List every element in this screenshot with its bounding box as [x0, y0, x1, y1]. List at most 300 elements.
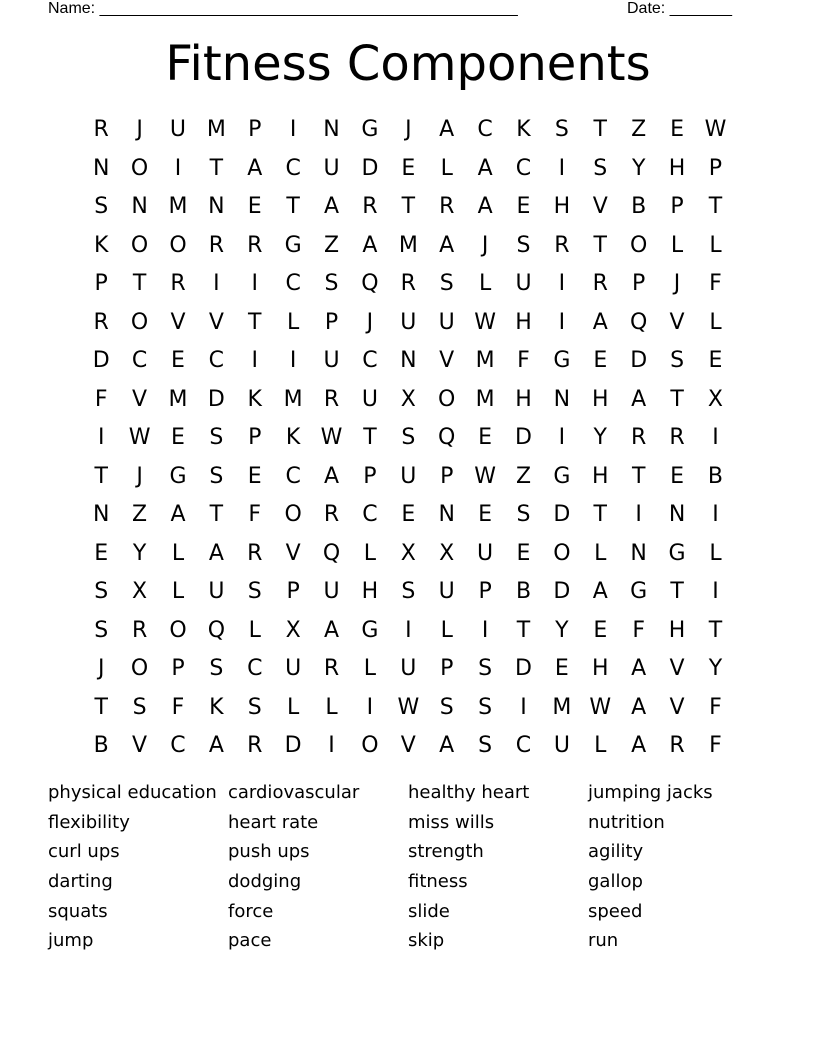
grid-letter: Y	[555, 617, 569, 643]
grid-letter: F	[171, 694, 185, 720]
grid-letter: O	[438, 386, 456, 412]
grid-letter: Y	[132, 540, 147, 566]
grid-letter: R	[439, 194, 455, 219]
grid-letter: P	[248, 425, 262, 450]
grid-letter: P	[171, 656, 185, 681]
grid-letter: C	[515, 733, 532, 758]
grid-letter: L	[709, 232, 722, 258]
grid-letter: U	[400, 463, 417, 489]
grid-letter: S	[247, 694, 262, 720]
grid-letter: O	[361, 733, 379, 758]
grid-letter: L	[363, 656, 377, 681]
word-list-item: squats	[48, 900, 108, 922]
grid-letter: H	[515, 309, 532, 335]
grid-letter: S	[247, 579, 262, 604]
grid-letter: K	[247, 386, 262, 412]
grid-letter: W	[320, 425, 343, 450]
grid-letter: A	[439, 232, 455, 258]
grid-letter: D	[553, 579, 571, 604]
grid-letter: M	[168, 386, 188, 412]
grid-letter: U	[323, 579, 340, 604]
grid-letter: S	[554, 117, 569, 142]
grid-letter: M	[283, 386, 303, 412]
grid-letter: R	[247, 733, 263, 758]
grid-letter: J	[366, 309, 374, 335]
grid-letter: S	[209, 656, 224, 681]
grid-letter: U	[400, 309, 417, 335]
grid-letter: L	[287, 694, 300, 720]
grid-letter: X	[707, 386, 723, 412]
grid-letter: E	[554, 656, 569, 681]
grid-letter: T	[286, 194, 300, 219]
grid-letter: I	[712, 425, 719, 450]
grid-letter: L	[440, 617, 453, 643]
grid-letter: A	[592, 309, 608, 335]
grid-letter: R	[208, 232, 225, 258]
grid-letter: W	[589, 694, 612, 720]
grid-letter: C	[208, 348, 225, 373]
grid-letter: U	[323, 155, 340, 181]
name-field-line: Name: _______________________________________________	[48, 0, 518, 17]
grid-letter: U	[323, 348, 340, 373]
grid-letter: A	[631, 694, 647, 720]
grid-letter: I	[289, 117, 297, 142]
grid-letter: E	[593, 348, 608, 373]
grid-letter: H	[592, 463, 609, 489]
grid-letter: R	[93, 309, 109, 335]
grid-letter: V	[208, 309, 224, 335]
grid-letter: R	[323, 386, 340, 412]
grid-letter: V	[170, 309, 186, 335]
word-list-item: speed	[588, 900, 643, 922]
grid-letter: I	[251, 271, 258, 296]
grid-letter: Q	[630, 309, 648, 335]
grid-letter: E	[247, 194, 262, 219]
grid-letter: S	[132, 694, 147, 720]
grid-letter: I	[558, 309, 566, 335]
grid-letter: H	[668, 617, 686, 643]
word-list-item: pace	[228, 930, 272, 952]
grid-letter: X	[285, 617, 301, 643]
grid-letter: R	[131, 617, 148, 643]
grid-letter: A	[208, 540, 224, 566]
grid-letter: Q	[438, 425, 456, 450]
grid-letter: Z	[132, 502, 148, 527]
grid-letter: F	[709, 271, 722, 296]
grid-letter: I	[251, 348, 258, 373]
grid-letter: D	[515, 656, 532, 681]
grid-letter: T	[94, 463, 108, 489]
word-list-item: agility	[588, 841, 644, 863]
word-list	[48, 778, 768, 956]
grid-letter: H	[361, 579, 379, 604]
grid-letter: I	[405, 617, 412, 643]
grid-letter: X	[400, 540, 416, 566]
grid-letter: N	[630, 540, 647, 566]
grid-letter: E	[516, 540, 531, 566]
grid-letter: L	[248, 617, 261, 643]
word-list-item: curl ups	[48, 841, 120, 863]
grid-letter: S	[670, 348, 685, 373]
grid-letter: E	[171, 348, 185, 373]
grid-letter: I	[174, 155, 182, 181]
grid-letter: P	[248, 117, 262, 142]
word-list-item: cardiovascular	[228, 782, 360, 803]
grid-letter: W	[704, 117, 727, 142]
grid-letter: L	[709, 540, 722, 566]
grid-letter: N	[92, 502, 110, 527]
grid-letter: B	[631, 194, 647, 219]
grid-letter: S	[401, 579, 416, 604]
grid-letter: C	[285, 155, 301, 181]
grid-letter: I	[558, 271, 566, 296]
grid-letter: A	[362, 232, 378, 258]
grid-letter: C	[170, 733, 186, 758]
grid-letter: R	[323, 502, 340, 527]
grid-letter: M	[475, 348, 495, 373]
grid-letter: I	[558, 425, 566, 450]
grid-letter: P	[286, 579, 300, 604]
grid-letter: K	[516, 117, 531, 142]
grid-letter: A	[477, 155, 493, 181]
grid-letter: V	[592, 194, 608, 219]
grid-letter: S	[439, 694, 454, 720]
grid-letter: C	[362, 348, 378, 373]
grid-letter: E	[708, 348, 723, 373]
grid-letter: P	[324, 309, 339, 335]
grid-letter: S	[478, 694, 493, 720]
grid-letter: T	[363, 425, 377, 450]
grid-letter: W	[397, 694, 420, 720]
grid-letter: C	[285, 271, 301, 296]
grid-letter: L	[171, 579, 185, 604]
grid-letter: N	[668, 502, 686, 527]
grid-letter: O	[130, 656, 149, 681]
grid-letter: A	[170, 502, 186, 527]
grid-letter: C	[131, 348, 148, 373]
grid-letter: U	[400, 656, 417, 681]
grid-letter: F	[709, 694, 722, 720]
grid-letter: I	[328, 733, 335, 758]
grid-letter: P	[670, 194, 684, 219]
grid-letter: A	[439, 117, 455, 142]
grid-letter: M	[475, 386, 495, 412]
grid-letter: N	[400, 348, 417, 373]
grid-letter: R	[247, 232, 263, 258]
grid-letter: P	[94, 271, 108, 296]
grid-letter: H	[553, 194, 571, 219]
grid-letter: M	[398, 232, 418, 258]
grid-letter: T	[708, 617, 723, 643]
grid-letter: A	[477, 194, 493, 219]
grid-letter: E	[478, 425, 493, 450]
grid-letter: C	[285, 463, 301, 489]
grid-letter: J	[136, 463, 143, 489]
grid-letter: O	[553, 540, 571, 566]
grid-letter: W	[474, 309, 496, 335]
grid-letter: N	[323, 117, 340, 142]
word-list-item: force	[228, 900, 274, 922]
grid-letter: S	[593, 155, 608, 181]
grid-letter: T	[94, 694, 108, 720]
grid-letter: E	[247, 463, 262, 489]
grid-letter: L	[363, 540, 377, 566]
grid-letter: C	[247, 656, 263, 681]
grid-letter: E	[516, 194, 531, 219]
grid-letter: O	[130, 232, 149, 258]
grid-letter: O	[169, 232, 187, 258]
grid-letter: D	[92, 348, 110, 373]
grid-letter: J	[673, 271, 681, 296]
grid-letter: O	[130, 155, 149, 181]
grid-letter: U	[515, 271, 532, 296]
grid-letter: W	[128, 425, 151, 450]
grid-letter: B	[93, 733, 109, 758]
grid-letter: T	[516, 617, 531, 643]
grid-letter: T	[132, 271, 147, 296]
grid-letter: G	[553, 463, 571, 489]
word-list-item: jumping jacks	[588, 782, 713, 803]
grid-letter: I	[213, 271, 220, 296]
grid-letter: A	[247, 155, 263, 181]
grid-letter: I	[712, 579, 719, 604]
grid-letter: I	[635, 502, 642, 527]
grid-letter: A	[324, 463, 340, 489]
grid-letter: J	[97, 656, 105, 681]
grid-letter: Q	[322, 540, 341, 566]
word-list-item: flexibility	[48, 811, 130, 833]
grid-letter: G	[553, 348, 571, 373]
grid-letter: P	[632, 271, 646, 296]
grid-letter: J	[405, 117, 412, 142]
grid-letter: G	[169, 463, 187, 489]
grid-letter: C	[477, 117, 493, 142]
grid-letter: R	[554, 232, 570, 258]
grid-letter: E	[593, 617, 608, 643]
grid-letter: S	[324, 271, 339, 296]
grid-letter: V	[285, 540, 301, 566]
grid-letter: V	[400, 733, 416, 758]
word-list-item: run	[588, 930, 619, 952]
grid-letter: L	[440, 155, 453, 181]
word-list-item: miss wills	[408, 811, 495, 833]
grid-letter: T	[708, 194, 723, 219]
word-list-item: nutrition	[588, 811, 665, 833]
grid-letter: F	[709, 733, 722, 758]
grid-letter: V	[132, 733, 148, 758]
grid-letter: T	[670, 386, 684, 412]
grid-letter: G	[668, 540, 686, 566]
grid-letter: D	[515, 425, 532, 450]
grid-letter: R	[247, 540, 263, 566]
grid-letter: I	[366, 694, 374, 720]
grid-letter: E	[670, 117, 684, 142]
grid-letter: R	[631, 425, 647, 450]
grid-letter: L	[325, 694, 338, 720]
grid-letter: D	[630, 348, 648, 373]
grid-letter: A	[631, 656, 647, 681]
grid-letter: L	[287, 309, 300, 335]
grid-letter: R	[592, 271, 608, 296]
grid-letter: N	[131, 194, 148, 219]
grid-letter: S	[209, 425, 224, 450]
grid-letter: G	[630, 579, 648, 604]
grid-letter: S	[94, 579, 109, 604]
grid-letter: S	[516, 232, 531, 258]
grid-letter: I	[712, 502, 719, 527]
grid-letter: R	[400, 271, 416, 296]
grid-letter: P	[363, 463, 377, 489]
word-list-item: gallop	[588, 871, 643, 893]
grid-letter: U	[477, 540, 494, 566]
grid-letter: T	[593, 232, 607, 258]
grid-letter: Y	[593, 425, 607, 450]
grid-letter: E	[670, 463, 684, 489]
grid-letter: P	[440, 463, 454, 489]
grid-letter: W	[474, 463, 496, 489]
grid-letter: A	[631, 386, 647, 412]
grid-letter: R	[170, 271, 186, 296]
grid-letter: R	[93, 117, 109, 142]
grid-letter: V	[669, 694, 685, 720]
grid-letter: K	[209, 694, 224, 720]
grid-letter: R	[669, 733, 685, 758]
grid-letter: P	[440, 656, 454, 681]
grid-letter: T	[593, 117, 607, 142]
grid-letter: V	[439, 348, 455, 373]
grid-letter: X	[132, 579, 148, 604]
grid-letter: Y	[631, 155, 646, 181]
grid-letter: B	[707, 463, 723, 489]
grid-letter: I	[558, 155, 566, 181]
grid-letter: Z	[515, 463, 532, 489]
grid-letter: L	[594, 540, 607, 566]
grid-letter: T	[593, 502, 607, 527]
grid-letter: T	[209, 502, 224, 527]
grid-letter: Z	[324, 232, 340, 258]
grid-letter: U	[208, 579, 225, 604]
grid-letter: D	[361, 155, 379, 181]
grid-letter: B	[515, 579, 532, 604]
grid-letter: L	[478, 271, 492, 296]
grid-letter: M	[206, 117, 226, 142]
grid-letter: P	[708, 155, 723, 181]
grid-letter: C	[515, 155, 532, 181]
grid-letter: Q	[361, 271, 379, 296]
word-search-grid	[82, 111, 735, 766]
grid-letter: Q	[207, 617, 226, 643]
grid-letter: Z	[631, 117, 647, 142]
page-title: Fitness Components	[165, 36, 651, 92]
grid-letter: U	[438, 579, 455, 604]
word-list-item: heart rate	[228, 811, 319, 833]
grid-letter: S	[478, 656, 493, 681]
grid-letter: O	[630, 232, 648, 258]
grid-letter: A	[592, 579, 608, 604]
word-list-item: jump	[48, 930, 94, 952]
word-list-item: strength	[408, 841, 484, 863]
grid-letter: O	[284, 502, 302, 527]
grid-letter: U	[553, 733, 570, 758]
word-list-item: physical education	[48, 782, 217, 803]
grid-letter: I	[520, 694, 527, 720]
grid-letter: D	[207, 386, 225, 412]
grid-letter: S	[94, 194, 109, 219]
grid-letter: T	[401, 194, 416, 219]
grid-letter: L	[171, 540, 185, 566]
word-list-item: healthy heart	[408, 782, 530, 803]
grid-letter: N	[208, 194, 225, 219]
grid-letter: O	[130, 309, 149, 335]
grid-letter: F	[94, 386, 108, 412]
date-field-line: Date: _______	[627, 0, 732, 17]
grid-letter: F	[248, 502, 262, 527]
word-list-item: push ups	[228, 841, 310, 863]
grid-letter: A	[208, 733, 224, 758]
grid-letter: S	[439, 271, 454, 296]
grid-letter: V	[132, 386, 148, 412]
grid-letter: L	[709, 309, 722, 335]
grid-letter: A	[324, 617, 340, 643]
grid-letter: F	[632, 617, 645, 643]
grid-letter: S	[209, 463, 224, 489]
grid-letter: O	[169, 617, 187, 643]
word-list-item: skip	[408, 930, 445, 952]
grid-letter: H	[592, 656, 609, 681]
grid-letter: E	[401, 502, 416, 527]
grid-letter: R	[362, 194, 378, 219]
grid-letter: L	[594, 733, 607, 758]
grid-letter: F	[517, 348, 530, 373]
grid-letter: L	[670, 232, 684, 258]
grid-letter: V	[669, 309, 685, 335]
grid-letter: D	[284, 733, 302, 758]
word-list-item: dodging	[228, 871, 302, 893]
grid-letter: A	[439, 733, 455, 758]
grid-letter: T	[670, 579, 684, 604]
grid-letter: P	[478, 579, 492, 604]
grid-letter: G	[284, 232, 302, 258]
grid-letter: N	[92, 155, 110, 181]
grid-letter: T	[248, 309, 262, 335]
grid-letter: S	[478, 733, 493, 758]
grid-letter: R	[323, 656, 340, 681]
grid-letter: U	[361, 386, 378, 412]
grid-letter: T	[209, 155, 224, 181]
grid-letter: U	[438, 309, 455, 335]
grid-letter: S	[401, 425, 416, 450]
word-list-item: slide	[408, 900, 450, 922]
grid-letter: H	[592, 386, 609, 412]
grid-letter: S	[516, 502, 531, 527]
grid-letter: N	[438, 502, 455, 527]
grid-letter: U	[169, 117, 187, 142]
grid-letter: I	[97, 425, 105, 450]
grid-letter: A	[324, 194, 340, 219]
grid-letter: E	[94, 540, 109, 566]
grid-letter: E	[401, 155, 416, 181]
grid-letter: M	[168, 194, 188, 219]
grid-letter: C	[362, 502, 378, 527]
grid-letter: I	[289, 348, 297, 373]
grid-letter: G	[361, 117, 379, 142]
grid-letter: J	[136, 117, 143, 142]
grid-letter: E	[478, 502, 493, 527]
grid-letter: J	[481, 232, 489, 258]
grid-letter: R	[669, 425, 685, 450]
grid-letter: H	[515, 386, 532, 412]
grid-letter: H	[668, 155, 686, 181]
